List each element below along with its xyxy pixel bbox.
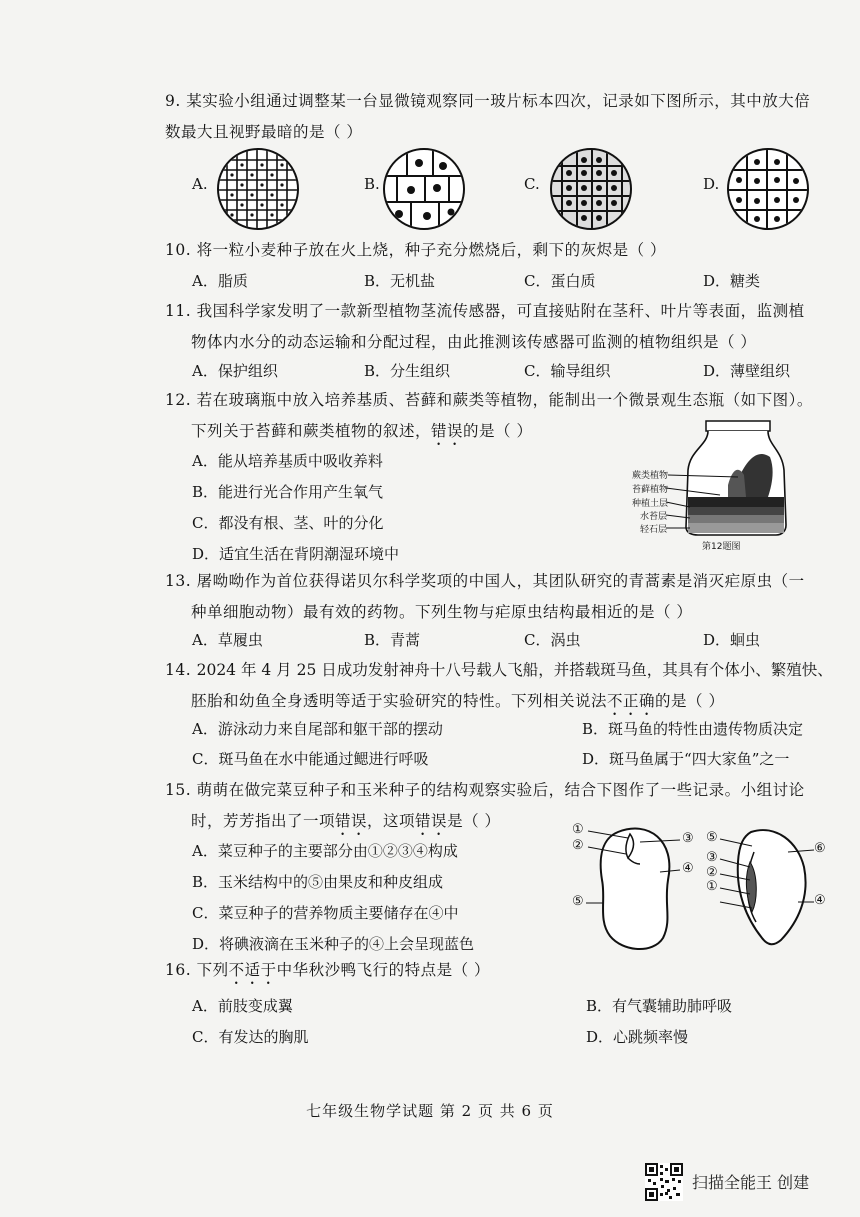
eco-bottle-figure — [620, 415, 790, 555]
option-label: D. — [703, 175, 720, 193]
option-b: B．无机盐 — [364, 272, 436, 290]
corn-label-3: ③ — [706, 850, 718, 865]
qr-code-icon — [645, 1163, 683, 1201]
option-b: B．能进行光合作用产生氧气 — [192, 483, 384, 501]
option-c: C．输导组织 — [524, 362, 611, 380]
question-number: 14. — [165, 661, 192, 679]
fig-label: 苔藓植物 — [632, 485, 669, 495]
option-d: D．心跳频率慢 — [586, 1028, 689, 1046]
option-b: B．有气囊辅助肺呼吸 — [586, 997, 733, 1015]
question-text: 下列关于苔藓和蕨类植物的叙述， — [191, 422, 432, 440]
option-b: B．分生组织 — [364, 362, 451, 380]
question-text: 胚胎和幼鱼全身透明等适于实验研究的特性。下列相关说法 — [191, 692, 608, 710]
option-a: A．菜豆种子的主要部分由①②③④构成 — [192, 842, 458, 860]
bean-label-5: ⑤ — [572, 894, 584, 909]
page-footer: 七年级生物学试题 第 2 页 共 6 页 — [306, 1102, 554, 1120]
option-d: D．薄壁组织 — [703, 362, 791, 380]
question-text: 下列 — [196, 961, 229, 979]
question-text: 将一粒小麦种子放在火上烧，种子充分燃烧后，剩下的灰烬是（ ） — [196, 241, 667, 259]
question-text: 2024 年 4 月 25 日成功发射神舟十八号载人飞船，并搭载斑马鱼，其具有个体小、繁殖快、 — [196, 661, 833, 679]
question-number: 16. — [165, 961, 192, 979]
question-number: 11. — [165, 302, 192, 320]
question-14 — [165, 655, 835, 719]
question-13 — [165, 566, 825, 628]
scanner-watermark: 扫描全能王 创建 — [692, 1173, 810, 1192]
question-text: 中华秋沙鸭飞行的特点是（ ） — [276, 961, 491, 979]
emphasis-text: 不正确 — [607, 692, 656, 710]
question-16 — [165, 955, 825, 988]
question-text: 数最大且视野最暗的是（ ） — [165, 123, 363, 141]
microscope-view-b — [383, 148, 465, 230]
microscope-view-d — [727, 148, 809, 230]
microscope-view-a — [217, 148, 299, 230]
emphasis-text: 错误 — [415, 812, 448, 830]
option-label: A. — [192, 175, 208, 193]
question-text: 的是（ ） — [463, 422, 533, 440]
corn-label-1: ① — [706, 879, 718, 894]
option-c: C．蛋白质 — [524, 272, 596, 290]
question-text: 是（ ） — [447, 812, 501, 830]
option-a: A．前肢变成翼 — [192, 997, 293, 1015]
option-a: A．脂质 — [192, 272, 248, 290]
corn-seed-figure — [706, 822, 828, 952]
option-c: C．都没有根、茎、叶的分化 — [192, 514, 384, 532]
question-10 — [165, 235, 825, 266]
question-9 — [165, 86, 825, 148]
question-text: 萌萌在做完菜豆种子和玉米种子的结构观察实验后，结合下图作了一些记录。小组讨论 — [196, 781, 805, 799]
fig-caption: 第12题图 — [702, 542, 741, 552]
option-b: B．玉米结构中的⑤由果皮和种皮组成 — [192, 873, 444, 891]
option-a: A．保护组织 — [192, 362, 278, 380]
option-d: D．斑马鱼属于“四大家鱼”之一 — [582, 750, 790, 768]
question-number: 12. — [165, 391, 192, 409]
option-b: B．青蒿 — [364, 631, 421, 649]
question-11 — [165, 296, 825, 358]
question-text: 时，芳芳指出了一项 — [191, 812, 336, 830]
emphasis-text: 错误 — [335, 812, 368, 830]
fig-label: 水苔层 — [640, 512, 668, 522]
bean-label-3: ③ — [682, 831, 694, 846]
bean-seed-figure — [568, 820, 698, 955]
q15-options — [192, 836, 474, 960]
option-a: A．草履虫 — [192, 631, 263, 649]
question-text: 种单细胞动物）最有效的药物。下列生物与疟原虫结构最相近的是（ ） — [191, 603, 693, 621]
bean-label-2: ② — [572, 838, 584, 853]
question-number: 15. — [165, 781, 192, 799]
bean-label-4: ④ — [682, 861, 694, 876]
option-c: C．菜豆种子的营养物质主要储存在④中 — [192, 904, 459, 922]
q12-options — [192, 446, 399, 570]
option-c: C．有发达的胸肌 — [192, 1028, 309, 1046]
question-text: 某实验小组通过调整某一台显微镜观察同一玻片标本四次，记录如下图所示，其中放大倍 — [186, 92, 811, 110]
fig-label: 轻石层 — [640, 525, 668, 535]
corn-label-4: ④ — [814, 893, 826, 908]
option-label: C. — [524, 175, 540, 193]
option-a: A．能从培养基质中吸收养料 — [192, 452, 383, 470]
option-a: A．游泳动力来自尾部和躯干部的摆动 — [192, 720, 443, 738]
corn-label-2: ② — [706, 865, 718, 880]
microscope-view-c — [550, 148, 632, 230]
option-b: B．斑马鱼的特性由遗传物质决定 — [582, 720, 804, 738]
emphasis-text: 不适于 — [228, 961, 277, 979]
question-text: 物体内水分的动态运输和分配过程，由此推测该传感器可监测的植物组织是（ ） — [191, 333, 757, 351]
option-d: D．糖类 — [703, 272, 761, 290]
question-text: 我国科学家发明了一款新型植物茎流传感器，可直接贴附在茎秆、叶片等表面，监测植 — [196, 302, 805, 320]
fig-label: 蕨类植物 — [632, 471, 669, 481]
option-label: B. — [364, 175, 380, 193]
question-text: 屠呦呦作为首位获得诺贝尔科学奖项的中国人，其团队研究的青蒿素是消灭疟原虫（一 — [196, 572, 805, 590]
emphasis-text: 错误 — [431, 422, 464, 440]
corn-label-6: ⑥ — [814, 841, 826, 856]
question-text: ，这项 — [367, 812, 416, 830]
bean-label-1: ① — [572, 822, 584, 837]
question-number: 9. — [165, 92, 181, 110]
option-d: D．蛔虫 — [703, 631, 761, 649]
fig-label: 种植土层 — [632, 499, 669, 509]
question-number: 10. — [165, 241, 192, 259]
option-d: D．将碘液滴在玉米种子的④上会呈现蓝色 — [192, 935, 475, 953]
question-text: 若在玻璃瓶中放入培养基质、苔藓和蕨类等植物，能制出一个微景观生态瓶（如下图）。 — [196, 391, 813, 409]
corn-label-5: ⑤ — [706, 830, 718, 845]
option-d: D．适宜生活在背阴潮湿环境中 — [192, 545, 400, 563]
question-text: 的是（ ） — [655, 692, 725, 710]
option-c: C．涡虫 — [524, 631, 581, 649]
option-c: C．斑马鱼在水中能通过鳃进行呼吸 — [192, 750, 429, 768]
question-number: 13. — [165, 572, 192, 590]
